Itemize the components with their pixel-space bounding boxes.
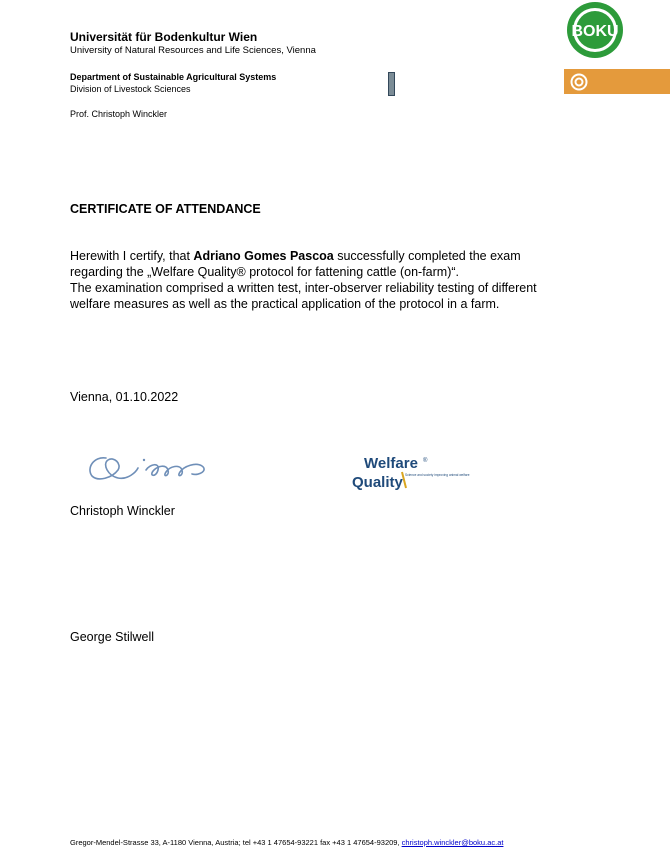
university-name: Universität für Bodenkultur Wien (70, 30, 258, 44)
handwritten-signature (84, 446, 214, 488)
welfare-quality-logo (350, 452, 480, 494)
university-name-english: University of Natural Resources and Life Sciences, Vienna (70, 45, 316, 56)
footer-address: Gregor-Mendel-Strasse 33, A-1180 Vienna, Austria; tel +43 1 47654-93221 fax +43 1 47654-93209, (70, 838, 402, 847)
boku-logo (564, 0, 626, 62)
body-line-4: welfare measures as well as the practical application of the protocol in a farm. (70, 297, 500, 311)
divider-mark (388, 72, 395, 96)
certificate-body (70, 248, 630, 312)
department-name: Department of Sustainable Agricultural Systems (70, 72, 277, 82)
footer-contact (70, 838, 503, 847)
professor-name: Prof. Christoph Winckler (70, 109, 168, 119)
body-line-3: The examination comprised a written test, inter-observer reliability testing of different (70, 281, 537, 295)
participant-name: Adriano Gomes Pascoa (193, 249, 334, 263)
swirl-icon (569, 72, 589, 92)
signer-name-2: George Stilwell (70, 630, 155, 644)
boku-logo-text: BOKU (571, 23, 619, 40)
wq-logo-word2: Quality (352, 474, 403, 491)
place-date: Vienna, 01.10.2022 (70, 390, 179, 404)
division-name: Division of Livestock Sciences (70, 84, 191, 94)
boku-orange-band (564, 69, 670, 94)
body-line-1: Herewith I certify, that Adriano Gomes Pascoa successfully completed the exam (70, 249, 521, 263)
footer-email-link[interactable]: christoph.winckler@boku.ac.at (401, 838, 504, 847)
wq-logo-tagline: Science and society improving animal welfare (405, 473, 470, 477)
signer-name-1: Christoph Winckler (70, 504, 175, 518)
certificate-title: CERTIFICATE OF ATTENDANCE (70, 202, 261, 216)
wq-logo-registered: ® (423, 458, 428, 464)
wq-logo-word1: Welfare (364, 455, 418, 472)
body-line-2: regarding the „Welfare Quality® protocol for fattening cattle (on-farm)“. (70, 265, 460, 279)
